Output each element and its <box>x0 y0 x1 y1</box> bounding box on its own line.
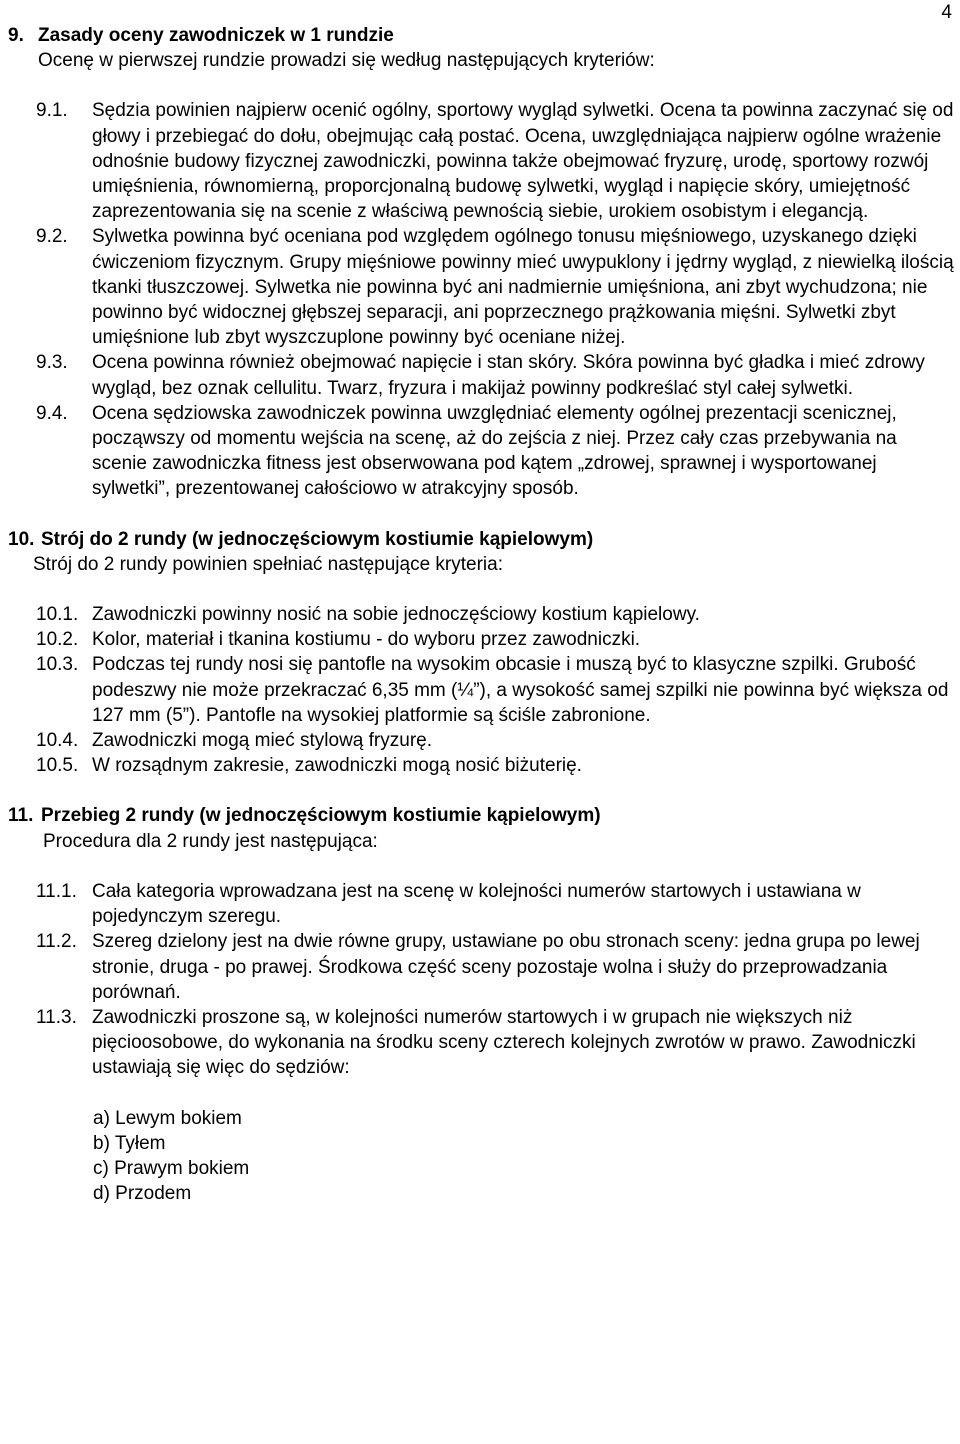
spacer <box>0 502 960 527</box>
list-item-11-2 <box>0 929 955 1005</box>
sub-item-b: b) Tyłem <box>93 1132 166 1154</box>
item-text: Kolor, materiał i tkanina kostiumu - do wyboru przez zawodniczki. <box>92 629 641 651</box>
item-text: Zawodniczki powinny nosić na sobie jednoczęściowy kostium kąpielowy. <box>92 604 700 626</box>
section-11-intro: Procedura dla 2 rundy jest następująca: <box>43 830 378 852</box>
item-number: 9.3. <box>36 352 68 374</box>
section-11-number: 11. <box>8 805 34 827</box>
item-number: 9.4. <box>36 402 68 424</box>
sub-item-d: d) Przodem <box>93 1183 192 1205</box>
section-11-title: Przebieg 2 rundy (w jednoczęściowym kostiumie kąpielowym) <box>41 805 601 827</box>
list-item-9-3 <box>0 350 955 400</box>
item-number: 11.2. <box>36 931 77 953</box>
item-number: 9.1. <box>36 100 68 122</box>
list-item-9-2 <box>0 224 955 350</box>
section-9-title: Zasady oceny zawodniczek w 1 rundzie <box>38 25 394 46</box>
list-item-11-1 <box>0 879 955 929</box>
section-10-title: Strój do 2 rundy (w jednoczęściowym kostiumie kąpielowym) <box>41 528 594 550</box>
item-number: 10.1. <box>36 604 79 626</box>
item-text: Ocena sędziowska zawodniczek powinna uwzględniać elementy ogólnej prezentacji scenicznej, począwszy od momentu wejścia na scenę, aż do zejścia z niej. Przez cały czas przebywania na scenie zawodniczka fitness jest obserwowana pod kątem „zdrowej, sprawnej i wysportowanej sylwetki”, prezentowanej całościowo w atrakcyjny sposób. <box>92 402 897 500</box>
item-number: 11.3. <box>36 1006 77 1028</box>
item-number: 10.5. <box>36 755 79 777</box>
spacer <box>0 577 960 602</box>
list-item-10-5 <box>0 753 955 778</box>
page-number: 4 <box>941 2 952 23</box>
list-item-10-2 <box>0 627 955 652</box>
sub-item-c: c) Prawym bokiem <box>93 1157 250 1179</box>
item-text: Zawodniczki proszone są, w kolejności numerów startowych i w grupach nie większych niż pięcioosobowe, do wykonania na środku sceny czterech kolejnych zwrotów w prawo. Zawodniczki ustawiają się więc do sędziów: <box>92 1006 916 1079</box>
spacer <box>0 1081 960 1106</box>
list-item-10-4 <box>0 728 955 753</box>
list-item-11-3 <box>0 1005 955 1081</box>
list-item-9-1 <box>0 98 955 224</box>
item-text: Zawodniczki mogą mieć stylową fryzurę. <box>92 730 432 752</box>
list-item-10-1 <box>0 602 955 627</box>
section-9-intro: Ocenę w pierwszej rundzie prowadzi się według następujących kryteriów: <box>38 50 655 72</box>
item-number: 10.3. <box>36 654 79 676</box>
item-text: Sylwetka powinna być oceniana pod względem ogólnego tonusu mięśniowego, uzyskanego dzięki ćwiczeniom fizycznym. Grupy mięśniowe powinny mieć uwypuklony i jędrny wygląd, z niewielką ilością tkanki tłuszczowej. Sylwetka nie powinna być ani nadmiernie umięśniona, ani zbyt wychudzona; nie powinno być widocznej głębszej separacji, ani poprzecznego prążkowania mięśni. Sylwetki zbyt umięśnione lub zbyt wyszczuplone powinny być oceniane niżej. <box>92 226 954 349</box>
item-text: Cała kategoria wprowadzana jest na scenę w kolejności numerów startowych i ustawiana w pojedynczym szeregu. <box>92 880 861 928</box>
section-9-heading <box>8 23 948 48</box>
item-text: Ocena powinna również obejmować napięcie i stan skóry. Skóra powinna być gładka i mieć zdrowy wygląd, bez oznak cellulitu. Twarz, fryzura i makijaż powinny podkreślać styl całej sylwetki. <box>92 352 925 399</box>
list-item-10-3 <box>0 652 955 728</box>
section-9-number: 9. <box>8 25 24 46</box>
item-text: Podczas tej rundy nosi się pantofle na wysokim obcasie i muszą być to klasyczne szpilki. Grubość podeszwy nie może przekraczać 6,35 mm (¼”), a wysokość samej szpilki nie powinna być większa od 127 mm (5”). Pantofle na wysokiej platformie są ściśle zabronione. <box>92 654 949 726</box>
section-10-heading <box>8 527 948 552</box>
item-text: Sędzia powinien najpierw ocenić ogólny, sportowy wygląd sylwetki. Ocena ta powinna zaczynać się od głowy i przebiegać do dołu, obejmując całą postać. Ocena, uwzględniająca najpierw ogólne wrażenie odnośnie budowy fizycznej zawodniczki, powinna także obejmować fryzurę, urodę, sportowy rozwój umięśnienia, równomierną, proporcjonalną budowę sylwetki, wygląd i napięcie skóry, umiejętność zaprezentowania się na scenie z właściwą pewnością siebie, urokiem osobistym i elegancją. <box>92 100 954 223</box>
item-number: 10.4. <box>36 730 79 752</box>
item-number: 10.2. <box>36 629 79 651</box>
spacer <box>0 778 960 803</box>
item-number: 9.2. <box>36 226 68 248</box>
spacer <box>0 73 960 98</box>
section-11-heading <box>8 803 948 828</box>
sub-item-a: a) Lewym bokiem <box>93 1107 242 1129</box>
section-10-intro: Strój do 2 rundy powinien spełniać następujące kryteria: <box>33 553 503 575</box>
item-number: 11.1. <box>36 880 77 902</box>
item-text: W rozsądnym zakresie, zawodniczki mogą nosić biżuterię. <box>92 755 582 777</box>
section-10-number: 10. <box>8 528 35 550</box>
spacer <box>0 854 960 879</box>
document-body <box>0 23 960 1206</box>
list-item-9-4 <box>0 401 955 502</box>
item-text: Szereg dzielony jest na dwie równe grupy, ustawiane po obu stronach sceny: jedna grupa po lewej stronie, druga - po prawej. Środkowa część sceny pozostaje wolna i służy do przeprowadzania porównań. <box>92 931 920 1003</box>
